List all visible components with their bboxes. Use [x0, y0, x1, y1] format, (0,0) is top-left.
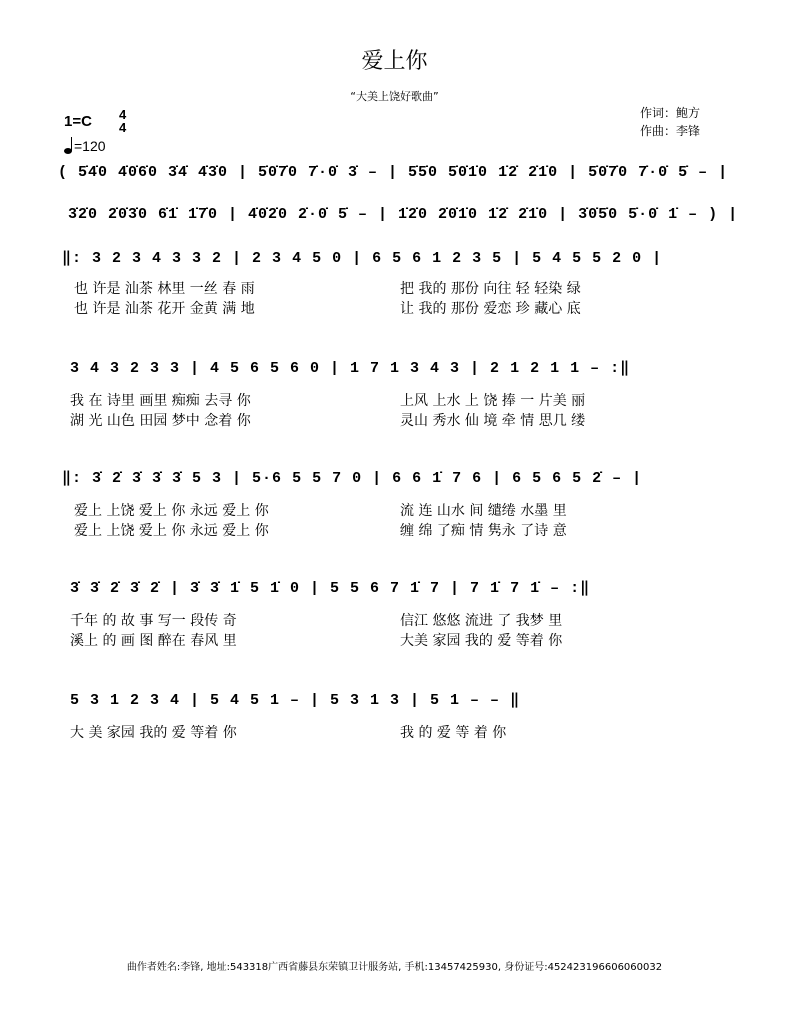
section-5-lyric-a: 大 美 家园 我的 爱 等着 你	[70, 725, 237, 741]
section-1-lyric-1a: 也 许是 汕茶 林里 一丝 春 雨	[74, 281, 255, 297]
intro-line-2: 3̇2̇0 2̇0̇3̇0 6̇1̇ 1̇7̇0 | 4̇0̇2̇0 2̇·0̇ 5̇ – | 1̇2̇0 2̇0̇1̇0 1̇2̇ 2̇1̇0 | 3̇0̇5̇0 5̇·0̇ 1̇ – ) |	[68, 206, 739, 223]
section-4-lyric-1b: 信江 悠悠 流进 了 我梦 里	[400, 613, 563, 629]
section-2-lyric-1b: 上风 上水 上 饶 捧 一 片美 丽	[400, 393, 586, 409]
tempo-marking	[64, 138, 106, 154]
section-5-lyric-b: 我 的 爱 等 着 你	[400, 725, 507, 741]
composer-credit: 作曲：李锋	[640, 124, 701, 138]
time-signature	[119, 108, 126, 134]
section-1-notes: ‖: 3 2 3 4 3 3 2 | 2 3 4 5 0 | 6 5 6 1 2 3 5 | 5 4 5 5 2 0 |	[62, 250, 663, 267]
composer-contact-footer: 曲作者姓名:李锋, 地址:543318广西省藤县东荣镇卫计服务站, 手机:13457425930, 身份证号:452423196606060032	[126, 962, 663, 973]
key-signature: 1=C	[64, 113, 92, 130]
section-1-lyric-2a: 也 许是 汕茶 花开 金黄 满 地	[74, 301, 255, 317]
section-3-lyric-2a: 爱上 上饶 爱上 你 永远 爱上 你	[74, 523, 269, 539]
section-4-lyric-2b: 大美 家园 我的 爱 等着 你	[400, 633, 563, 649]
section-1-lyric-2b: 让 我的 那份 爱恋 珍 藏心 底	[400, 301, 581, 317]
intro-line-1: ( 5̇4̇0 4̇0̇6̇0 3̇4̇ 4̇3̇0 | 5̇0̇7̇0 7̇·0̇ 3̇ – | 5̇5̇0 5̇0̇1̇0 1̇2̇ 2̇1̇0 | 5̇0̇7̇0 7̇·0̇ 5̇ – |	[58, 164, 729, 181]
section-1-lyric-1b: 把 我的 那份 向往 轻 轻染 绿	[400, 281, 581, 297]
song-title: 爱上你	[361, 49, 428, 74]
section-5-notes: 5 3 1 2 3 4 | 5 4 5 1 – | 5 3 1 3 | 5 1 – – ‖	[70, 692, 521, 709]
section-4-notes: 3̇ 3̇ 2̇ 3̇ 2̇ | 3̇ 3̇ 1̇ 5 1̇ 0 | 5 5 6 7 1̇ 7 | 7 1̇ 7 1̇ – :‖	[70, 580, 591, 597]
section-3-lyric-1b: 流 连 山水 间 缱绻 水墨 里	[400, 503, 567, 519]
tempo-value: =120	[74, 138, 106, 154]
section-3-notes: ‖: 3̇ 2̇ 3̇ 3̇ 3̇ 5 3 | 5·6 5 5 7 0 | 6 6 1̇ 7 6 | 6 5 6 5 2̇ – |	[62, 470, 643, 487]
time-signature-top: 4	[119, 107, 127, 122]
section-2-notes: 3 4 3 2 3 3 | 4 5 6 5 6 0 | 1 7 1 3 4 3 | 2 1 2 1 1 – :‖	[70, 360, 631, 377]
time-signature-bottom: 4	[119, 120, 127, 135]
section-2-lyric-2b: 灵山 秀水 仙 境 牵 情 思几 缕	[400, 413, 586, 429]
section-3-lyric-2b: 缠 绵 了痴 情 隽永 了诗 意	[400, 523, 567, 539]
section-2-lyric-2a: 湖 光 山色 田园 梦中 念着 你	[70, 413, 251, 429]
section-3-lyric-1a: 爱上 上饶 爱上 你 永远 爱上 你	[74, 503, 269, 519]
section-4-lyric-2a: 溪上 的 画 图 醉在 春风 里	[70, 633, 237, 649]
section-4-lyric-1a: 千年 的 故 事 写一 段传 奇	[70, 613, 237, 629]
quarter-note-icon	[64, 138, 74, 154]
section-2-lyric-1a: 我 在 诗里 画里 痴痴 去寻 你	[70, 393, 251, 409]
song-subtitle: “大美上饶好歌曲”	[350, 90, 439, 103]
lyricist-credit: 作词：鲍方	[640, 106, 701, 120]
